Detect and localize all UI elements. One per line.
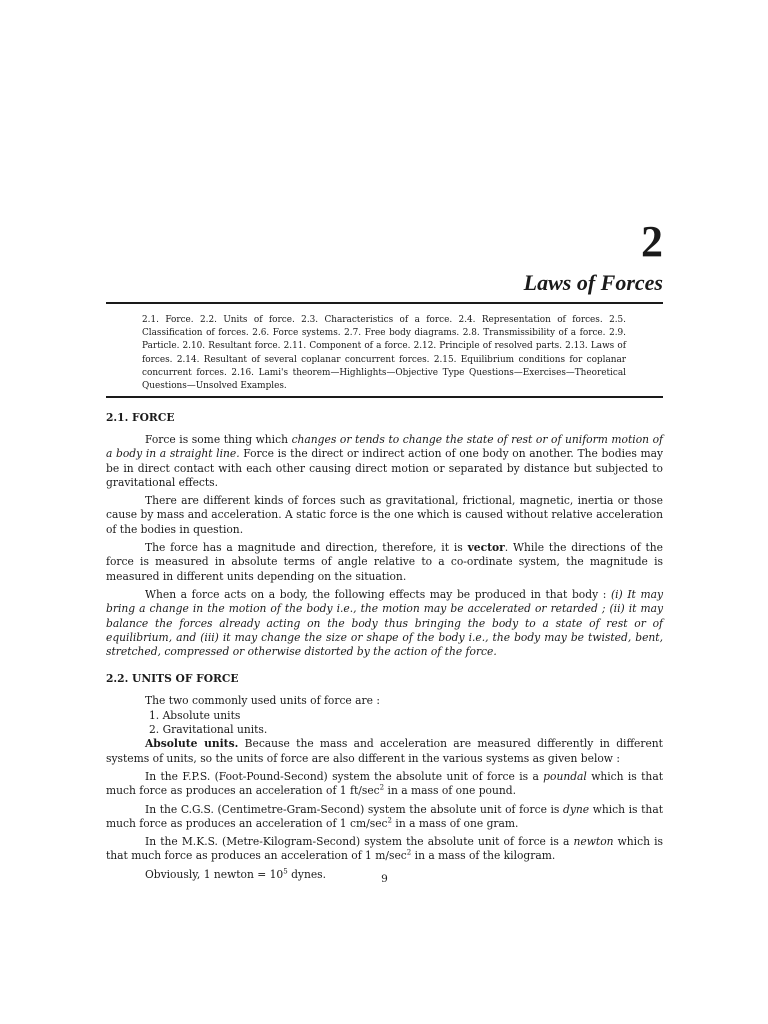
superscript: 2 bbox=[387, 816, 392, 825]
text: In the M.K.S. (Metre-Kilogram-Second) system the absolute unit of force is a bbox=[145, 835, 574, 849]
superscript: 5 bbox=[283, 867, 288, 876]
paragraph-absolute-units bbox=[106, 737, 663, 766]
paragraph-fps bbox=[106, 770, 663, 799]
text: which is that much force as produces an acceleration of 1 m/sec bbox=[106, 835, 663, 863]
bold-text: Absolute units. bbox=[145, 737, 239, 751]
emphasis-text: newton bbox=[573, 835, 614, 849]
section-heading-force: 2.1. FORCE bbox=[106, 411, 175, 424]
top-rule bbox=[106, 302, 663, 304]
paragraph-force-vector bbox=[106, 541, 663, 584]
emphasis-text: changes or tends to change the state of rest or of uniform motion of a body in a straight line. bbox=[106, 433, 664, 461]
emphasis-text: (i) It may bring a change in the motion of the body i.e., the motion may be accelerated or retarded ; (ii) it may balance the forces already acting on the body thus bringing the body to a state of rest or of equilibrium, and (iii) it may change the size or shape of the body i.e., the body may be twisted, bent, stretched, compressed or otherwise distorted by the action of the force. bbox=[106, 587, 663, 659]
text: which is that much force as produces an acceleration of 1 cm/sec bbox=[106, 802, 663, 830]
text: which is that much force as produces an acceleration of 1 ft/sec bbox=[106, 769, 663, 798]
superscript: 2 bbox=[406, 848, 412, 857]
page-number: 9 bbox=[381, 873, 388, 885]
text: in a mass of one pound. bbox=[384, 784, 516, 798]
chapter-number: 2 bbox=[641, 217, 663, 266]
chapter-contents: 2.1. Force. 2.2. Units of force. 2.3. Characteristics of a force. 2.4. Representation of forces. 2.5. Classification of forces. 2.6. Force systems. 2.7. Free body diagrams. 2.8. Transmissibility of a force. 2.9. Particle. 2.10. Resultant force. 2.11. Component of a force. 2.12. Principle of resolved parts. 2.13. Laws of forces. 2.14. Resultant of several coplanar concurrent forces. 2.15. Equilibrium conditions for coplanar concurrent forces. 2.16. Lami's theorem—Highlights—Objective Type Questions—Exercises—Theoretical Questions—Unsolved Examples. bbox=[142, 315, 626, 392]
chapter-title: Laws of Forces bbox=[523, 270, 663, 295]
bold-text: vector bbox=[467, 541, 505, 555]
paragraph-mks bbox=[106, 835, 663, 864]
text: Force is some thing which bbox=[145, 433, 292, 446]
paragraph-force-definition bbox=[106, 433, 663, 490]
paragraph-cgs bbox=[106, 803, 663, 832]
emphasis-text: dyne bbox=[563, 802, 590, 816]
text: in a mass of the kilogram. bbox=[411, 849, 556, 863]
text: Obviously, 1 newton = 10 bbox=[145, 867, 284, 881]
paragraph-force-effects bbox=[106, 588, 663, 659]
text: dynes. bbox=[287, 867, 327, 881]
list-item-gravitational: 2. Gravitational units. bbox=[149, 723, 268, 737]
text: The force has a magnitude and direction, therefore, it is bbox=[145, 541, 468, 555]
superscript: 2 bbox=[379, 783, 385, 792]
paragraph-kinds-of-forces: There are different kinds of forces such as gravitational, frictional, magnetic, inertia or those cause by mass and acceleration. A static force is the one which is caused without relative acceleration of the bodies in question. bbox=[106, 494, 663, 536]
text: in a mass of one gram. bbox=[392, 816, 519, 830]
text: . While the directions of the force is measured in absolute terms of angle relative to a co-ordinate system, the magnitude is measured in different units depending on the situation. bbox=[106, 541, 663, 583]
paragraph-units-intro: The two commonly used units of force are : bbox=[145, 694, 380, 708]
emphasis-text: poundal bbox=[543, 769, 587, 783]
text: When a force acts on a body, the following effects may be produced in that body : bbox=[145, 587, 611, 601]
section-heading-units: 2.2. UNITS OF FORCE bbox=[106, 672, 239, 686]
text: In the F.P.S. (Foot-Pound-Second) system the absolute unit of force is a bbox=[145, 769, 544, 783]
text: Force is the direct or indirect action of one body on another. The bodies may be in direct contact with each other causing direct motion or separated by distance but subjected to gravitational effects. bbox=[106, 447, 663, 489]
chapter-body bbox=[106, 411, 663, 882]
text: In the C.G.S. (Centimetre-Gram-Second) system the absolute unit of force is bbox=[145, 802, 564, 816]
text: Because the mass and acceleration are measured differently in different systems of units, so the units of force are also different in the various systems as given below : bbox=[106, 737, 663, 765]
list-item-absolute: 1. Absolute units bbox=[149, 708, 241, 722]
book-page bbox=[106, 0, 663, 1024]
bottom-rule bbox=[106, 396, 663, 398]
